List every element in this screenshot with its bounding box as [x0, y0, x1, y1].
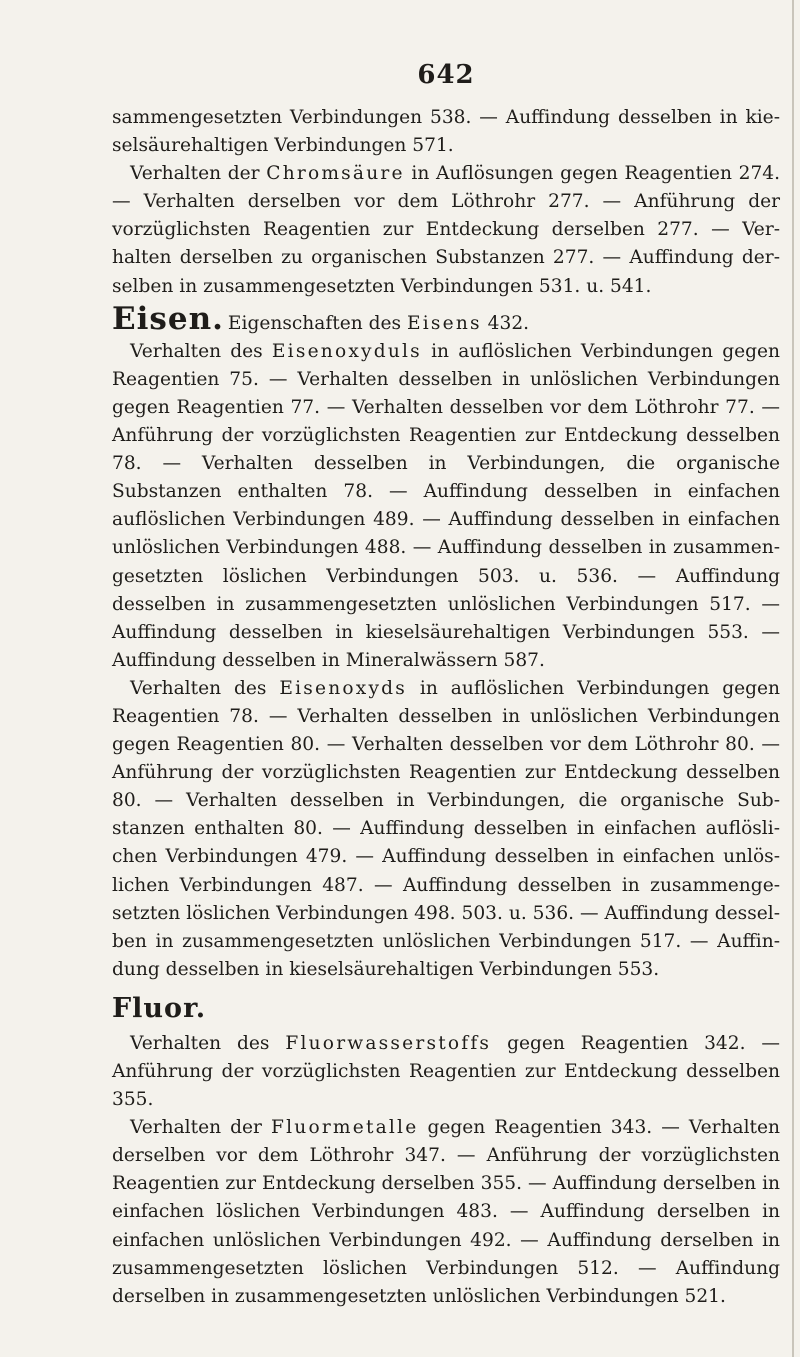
text-run: Verhalten der — [130, 1117, 272, 1139]
term-eisens: Eisens — [406, 312, 482, 334]
page-number: 642 — [417, 60, 475, 90]
term-eisenoxyds: Eisenoxyds — [279, 677, 408, 699]
paragraph-eisenoxyd — [112, 675, 780, 984]
term-chromsaeure: Chromsäure — [266, 163, 405, 185]
paragraph-chromsaeure — [112, 160, 780, 300]
text-run: gegen Reagentien 343. — Verhalten derselben vor dem Löthrohr 347. — Anführung der vorzüglichsten Reagentien zur Entdeckung derselben 355. — Auffindung derselben in einfachen löslichen Verbindungen 483. — Auffindung derselben in einfachen unlöslichen Verbindungen 492. — Auffindung derselben in zusammengesetzten löslichen Verbindungen 512. — Auffindung derselben in zusammengesetzten unlöslichen Verbindungen 521. — [112, 1117, 780, 1307]
paragraph-fluormetalle — [112, 1114, 780, 1311]
section-eisen — [112, 300, 780, 338]
text-run: in auflöslichen Verbindungen gegen Reagentien 78. — Verhalten desselben in unlöslichen Verbindungen gegen Reagentien 80. — Verhalten desselben vor dem Löthrohr 80. — Anführung der vorzüglichsten Reagentien zur Entdeckung desselben 80. — Verhalten desselben in Verbindungen, die organische Substanzen enthalten 80. — Auffindung desselben in einfachen auflöslichen Verbindungen 479. — Auffindung desselben in einfachen unlöslichen Verbindungen 487. — Auffindung desselben in zusammengesetzten löslichen Verbindungen 498. 503. u. 536. — Auffindung desselben in zusammengesetzten unlöslichen Verbindungen 517. — Auffindung desselben in kieselsäurehaltigen Verbindungen 553. — [112, 677, 780, 980]
text-run: in auflöslichen Verbindungen gegen Reagentien 75. — Verhalten desselben in unlöslichen Verbindungen gegen Reagentien 77. — Verhalten desselben vor dem Löthrohr 77. — Anführung der vorzüglichsten Reagentien zur Entdeckung desselben 78. — Verhalten desselben in Verbindungen, die organische Substanzen enthalten 78. — Auffindung desselben in einfachen auflöslichen Verbindungen 489. — Auffindung desselben in einfachen unlöslichen Verbindungen 488. — Auffindung desselben in zusammengesetzten löslichen Verbindungen 503. u. 536. — Auffindung desselben in zusammengesetzten unlöslichen Verbindungen 517. — Auffindung desselben in kieselsäurehaltigen Verbindungen 553. — Auffindung desselben in Mineralwässern 587. — [112, 340, 781, 671]
paragraph-continuation: sammengesetzten Verbindungen 538. — Auffindung desselben in kieselsäurehaltigen Verbindungen 571. — [112, 107, 780, 157]
text-run: Verhalten des — [130, 1032, 286, 1054]
heading-eisen: Eisen. — [112, 300, 224, 337]
heading-fluor: Fluor. — [112, 992, 207, 1024]
term-fluorwasserstoffs: Fluorwasserstoffs — [285, 1032, 492, 1054]
paragraph-eisenoxydul — [112, 338, 780, 675]
book-page — [112, 60, 780, 1311]
term-eisenoxyduls: Eisenoxyduls — [271, 340, 422, 362]
text-run: gegen Reagentien 342. — Anführung der vorzüglichsten Reagentien zur Entdeckung desselben 355. — [112, 1032, 781, 1111]
text-run: in Auflösungen gegen Reagentien 274. — Verhalten derselben vor dem Löthrohr 277. — Anführung der vorzüglichsten Reagentien zur Entdeckung derselben 277. — Verhalten derselben zu organischen Substanzen 277. — Auffindung derselben in zusammengesetzten Verbindungen 531. u. 541. — [112, 163, 781, 297]
paragraph-fluorwasserstoff — [112, 1030, 780, 1114]
text-run: Eigenschaften des — [227, 312, 407, 334]
term-fluormetalle: Fluormetalle — [271, 1117, 419, 1139]
text-run: Verhalten des — [130, 340, 272, 362]
text-run: Verhalten des — [130, 677, 280, 699]
text-run: 432. — [481, 312, 530, 334]
page-edge-rule — [792, 0, 794, 1357]
text-run: Verhalten der — [130, 163, 267, 185]
